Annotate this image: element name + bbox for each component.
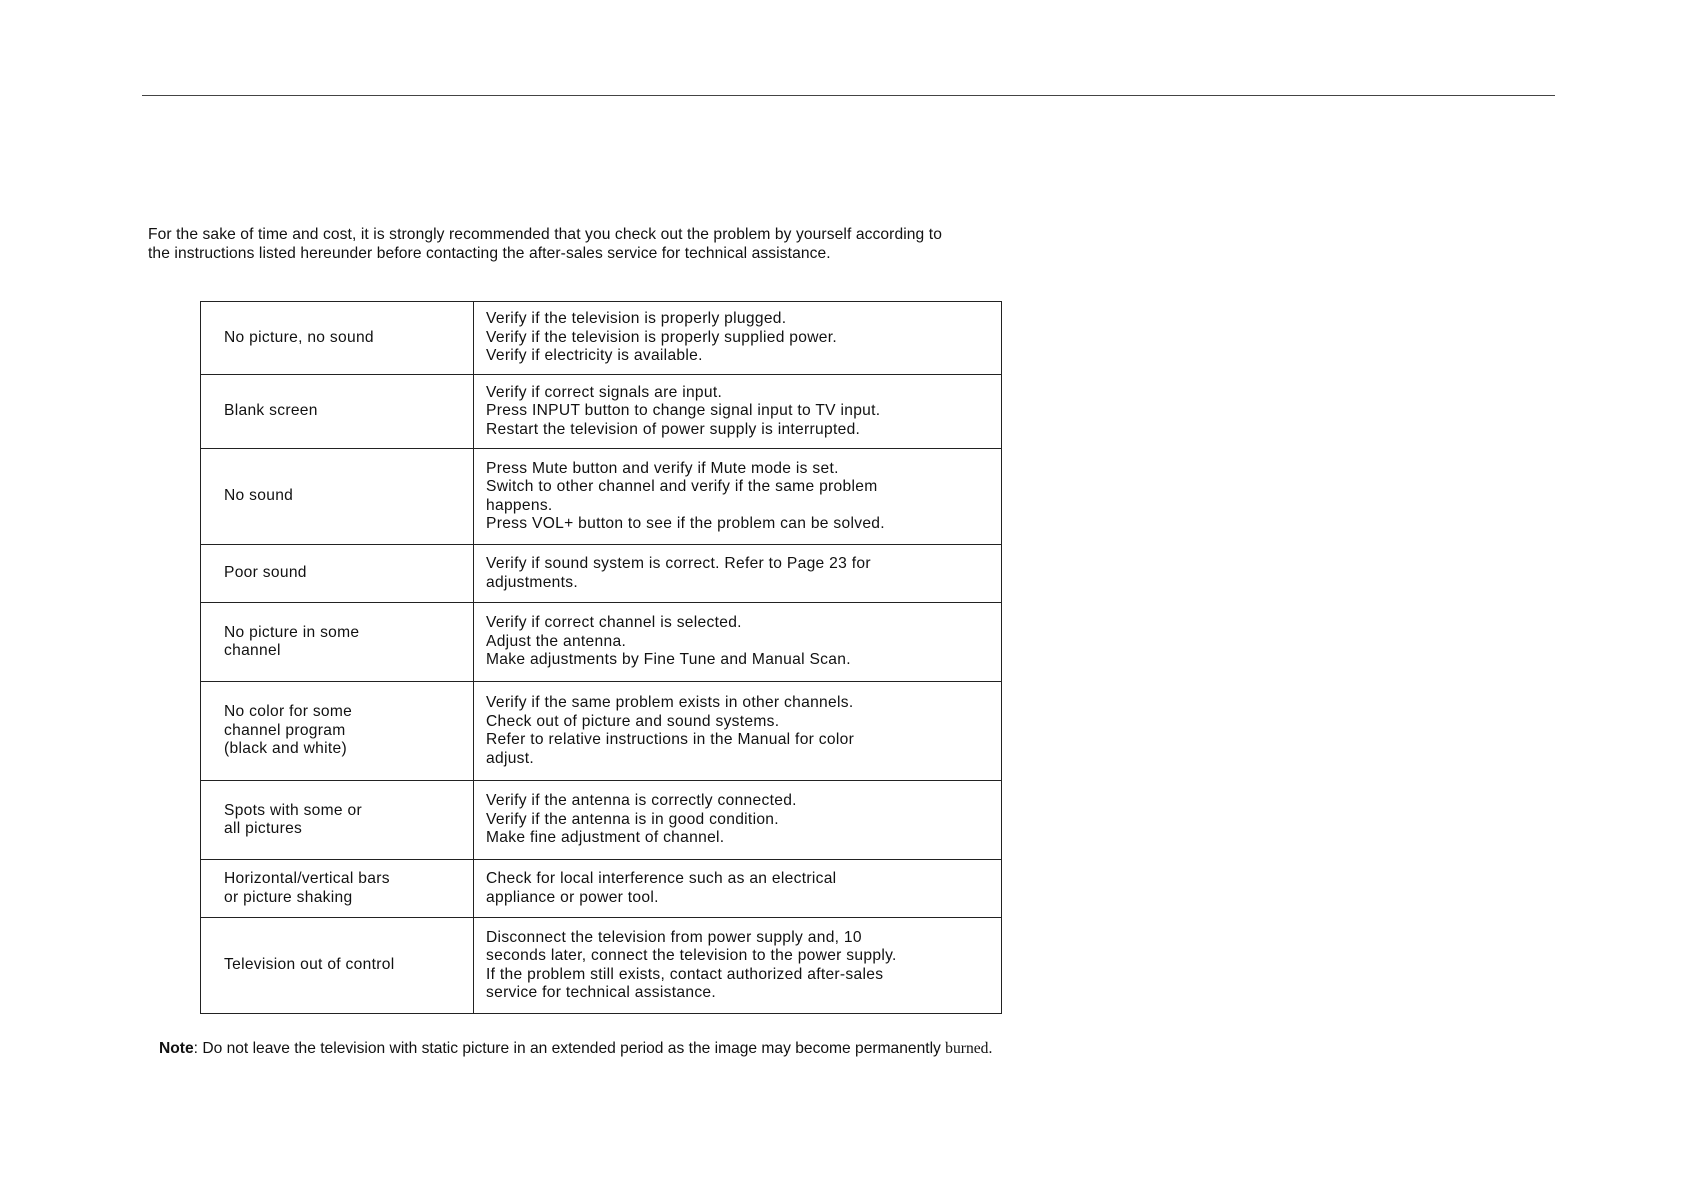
problem-text: Horizontal/vertical bars or picture shaking [224,870,390,906]
problem-cell [201,449,474,545]
problem-cell [201,545,474,603]
problem-text: No color for some channel program (black and white) [224,703,353,758]
table-row [201,449,1002,545]
note-label: Note [159,1040,194,1057]
problem-cell [201,860,474,918]
solution-text: Verify if the television is properly plugged. Verify if the television is properly supplied power. Verify if electricity is available. [486,310,838,365]
intro-line-2: the instructions listed hereunder before contacting the after-sales service for technical assistance. [148,244,831,262]
table-row [201,545,1002,603]
table-row [201,603,1002,682]
solution-text: Verify if the antenna is correctly connected. Verify if the antenna is in good condition. Make fine adjustment of channel. [486,792,797,847]
problem-cell [201,302,474,375]
solution-cell [474,545,1002,603]
solution-text: Verify if correct signals are input. Press INPUT button to change signal input to TV input. Restart the television of power supply is interrupted. [486,383,881,438]
solution-cell [474,860,1002,918]
table-row [201,375,1002,449]
problem-text: Blank screen [224,402,318,420]
problem-cell [201,682,474,781]
solution-text: Check for local interference such as an electrical appliance or power tool. [486,870,837,906]
problem-text: No sound [224,487,294,505]
solution-cell [474,302,1002,375]
solution-cell [474,375,1002,449]
solution-text: Verify if the same problem exists in other channels. Check out of picture and sound systems. Refer to relative instructions in the Manual for color adjust. [486,694,855,767]
table-row [201,302,1002,375]
problem-text: No picture, no sound [224,328,374,346]
solution-cell [474,781,1002,860]
note-last-word: burned. [945,1040,993,1057]
solution-text: Press Mute button and verify if Mute mode is set. Switch to other channel and verify if the same problem happens. Press VOL+ button to see if the problem can be solved. [486,459,885,532]
solution-text: Verify if correct channel is selected. Adjust the antenna. Make adjustments by Fine Tune and Manual Scan. [486,614,851,669]
problem-cell [201,603,474,682]
table-row [201,918,1002,1014]
solution-text: Verify if sound system is correct. Refer to Page 23 for adjustments. [486,555,871,591]
intro-paragraph [148,226,1098,263]
solution-cell [474,682,1002,781]
problem-text: Television out of control [224,956,395,974]
problem-text: Poor sound [224,564,307,582]
problem-cell [201,918,474,1014]
problem-text: No picture in some channel [224,623,360,659]
solution-cell [474,449,1002,545]
problem-text: Spots with some or all pictures [224,801,362,837]
intro-line-1: For the sake of time and cost, it is strongly recommended that you check out the problem by yourself according to [148,226,942,243]
note-paragraph [159,1040,992,1059]
solution-cell [474,918,1002,1014]
problem-cell [201,375,474,449]
header-rule [142,95,1555,96]
solution-cell [474,603,1002,682]
solution-text: Disconnect the television from power supply and, 10 seconds later, connect the television to the power supply. If the problem still exists, contact authorized after-sales service for technical assistance. [486,928,897,1001]
table-row [201,682,1002,781]
note-text: : Do not leave the television with static picture in an extended period as the image may become permanently [193,1040,946,1057]
table-row [201,860,1002,918]
troubleshooting-table [200,301,1002,1014]
table-row [201,781,1002,860]
problem-cell [201,781,474,860]
